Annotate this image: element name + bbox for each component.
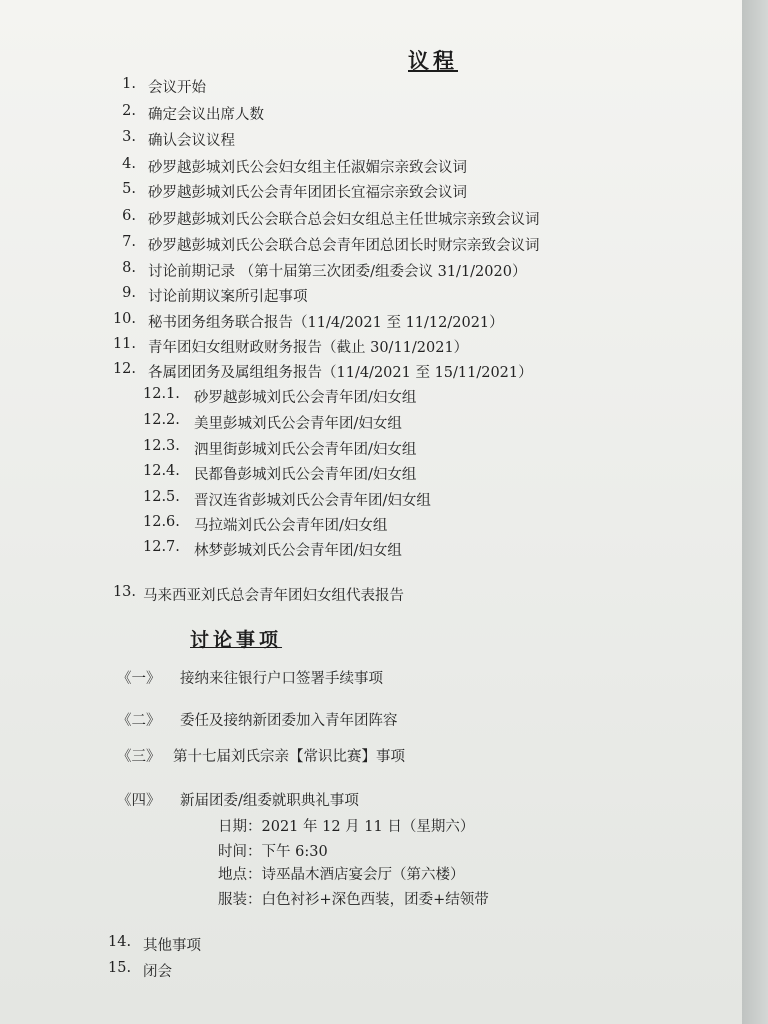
agenda-number: 14. xyxy=(108,934,132,950)
ceremony-time: 时间：下午 6:30 xyxy=(218,844,328,860)
sub-item-number: 12.6. xyxy=(143,514,180,530)
agenda-number: 12. xyxy=(112,361,136,377)
sub-item-text: 美里彭城刘氏公会青年团/妇女组 xyxy=(194,416,402,432)
sub-item-text: 民都鲁彭城刘氏公会青年团/妇女组 xyxy=(194,467,417,483)
agenda-number: 8. xyxy=(122,260,136,276)
agenda-text: 会议开始 xyxy=(148,80,206,96)
agenda-text: 砂罗越彭城刘氏公会联合总会青年团总团长时财宗亲致会议词 xyxy=(148,238,540,254)
sub-item-number: 12.5. xyxy=(143,489,180,505)
agenda-number: 7. xyxy=(122,234,136,250)
sub-item-text: 晋汉连省彭城刘氏公会青年团/妇女组 xyxy=(194,493,431,509)
agenda-number: 1. xyxy=(122,76,136,92)
agenda-number: 15. xyxy=(108,960,132,976)
sub-item-number: 12.1. xyxy=(143,386,180,402)
sub-item-text: 林梦彭城刘氏公会青年团/妇女组 xyxy=(194,543,402,559)
sub-item-number: 12.7. xyxy=(143,539,180,555)
agenda-text: 砂罗越彭城刘氏公会青年团团长宜福宗亲致会议词 xyxy=(148,185,467,201)
agenda-number: 2. xyxy=(122,103,136,119)
discussion-number: 《三》 xyxy=(117,749,161,765)
agenda-number: 6. xyxy=(122,208,136,224)
discussion-title: 讨论事项 xyxy=(190,629,283,651)
agenda-number: 10. xyxy=(112,311,136,327)
agenda-number: 13. xyxy=(112,584,136,600)
agenda-text: 其他事项 xyxy=(143,938,201,954)
background-edge xyxy=(742,0,768,1024)
agenda-number: 4. xyxy=(122,156,136,172)
agenda-text: 青年团妇女组财政财务报告（截止 30/11/2021） xyxy=(148,340,469,356)
page-title: 议程 xyxy=(408,48,458,73)
agenda-number: 11. xyxy=(112,336,136,352)
sub-item-number: 12.2. xyxy=(143,412,180,428)
ceremony-venue: 地点：诗巫晶木酒店宴会厅（第六楼） xyxy=(218,867,465,883)
agenda-text: 各属团团务及属组组务报告（11/4/2021 至 15/11/2021） xyxy=(148,365,533,381)
agenda-text: 讨论前期议案所引起事项 xyxy=(148,289,308,305)
discussion-number: 《一》 xyxy=(117,671,161,687)
agenda-number: 5. xyxy=(122,181,136,197)
agenda-text: 秘书团务组务联合报告（11/4/2021 至 11/12/2021） xyxy=(148,315,504,331)
sub-item-number: 12.4. xyxy=(143,463,180,479)
agenda-number: 3. xyxy=(122,129,136,145)
sub-item-text: 泗里街彭城刘氏公会青年团/妇女组 xyxy=(194,442,417,458)
agenda-text: 确认会议议程 xyxy=(148,133,235,149)
discussion-text: 第十七届刘氏宗亲【常识比赛】事项 xyxy=(173,749,405,765)
ceremony-date: 日期：2021 年 12 月 11 日（星期六） xyxy=(218,819,475,835)
discussion-text: 新届团委/组委就职典礼事项 xyxy=(180,793,359,809)
sub-item-number: 12.3. xyxy=(143,438,180,454)
agenda-number: 9. xyxy=(122,285,136,301)
agenda-text: 砂罗越彭城刘氏公会妇女组主任淑媚宗亲致会议词 xyxy=(148,160,467,176)
discussion-number: 《二》 xyxy=(117,713,161,729)
agenda-text: 确定会议出席人数 xyxy=(148,107,264,123)
discussion-text: 接纳来往银行户口签署手续事项 xyxy=(180,671,383,687)
agenda-text: 马来西亚刘氏总会青年团妇女组代表报告 xyxy=(143,588,404,604)
ceremony-attire: 服装：白色衬衫+深色西装，团委+结领带 xyxy=(218,892,489,908)
agenda-text: 砂罗越彭城刘氏公会联合总会妇女组总主任世城宗亲致会议词 xyxy=(148,212,540,228)
agenda-text: 闭会 xyxy=(143,964,172,980)
agenda-text: 讨论前期记录 （第十届第三次团委/组委会议 31/1/2020） xyxy=(148,264,527,280)
discussion-text: 委任及接纳新团委加入青年团阵容 xyxy=(180,713,398,729)
sub-item-text: 砂罗越彭城刘氏公会青年团/妇女组 xyxy=(194,390,417,406)
sub-item-text: 马拉端刘氏公会青年团/妇女组 xyxy=(194,518,388,534)
discussion-number: 《四》 xyxy=(117,793,161,809)
